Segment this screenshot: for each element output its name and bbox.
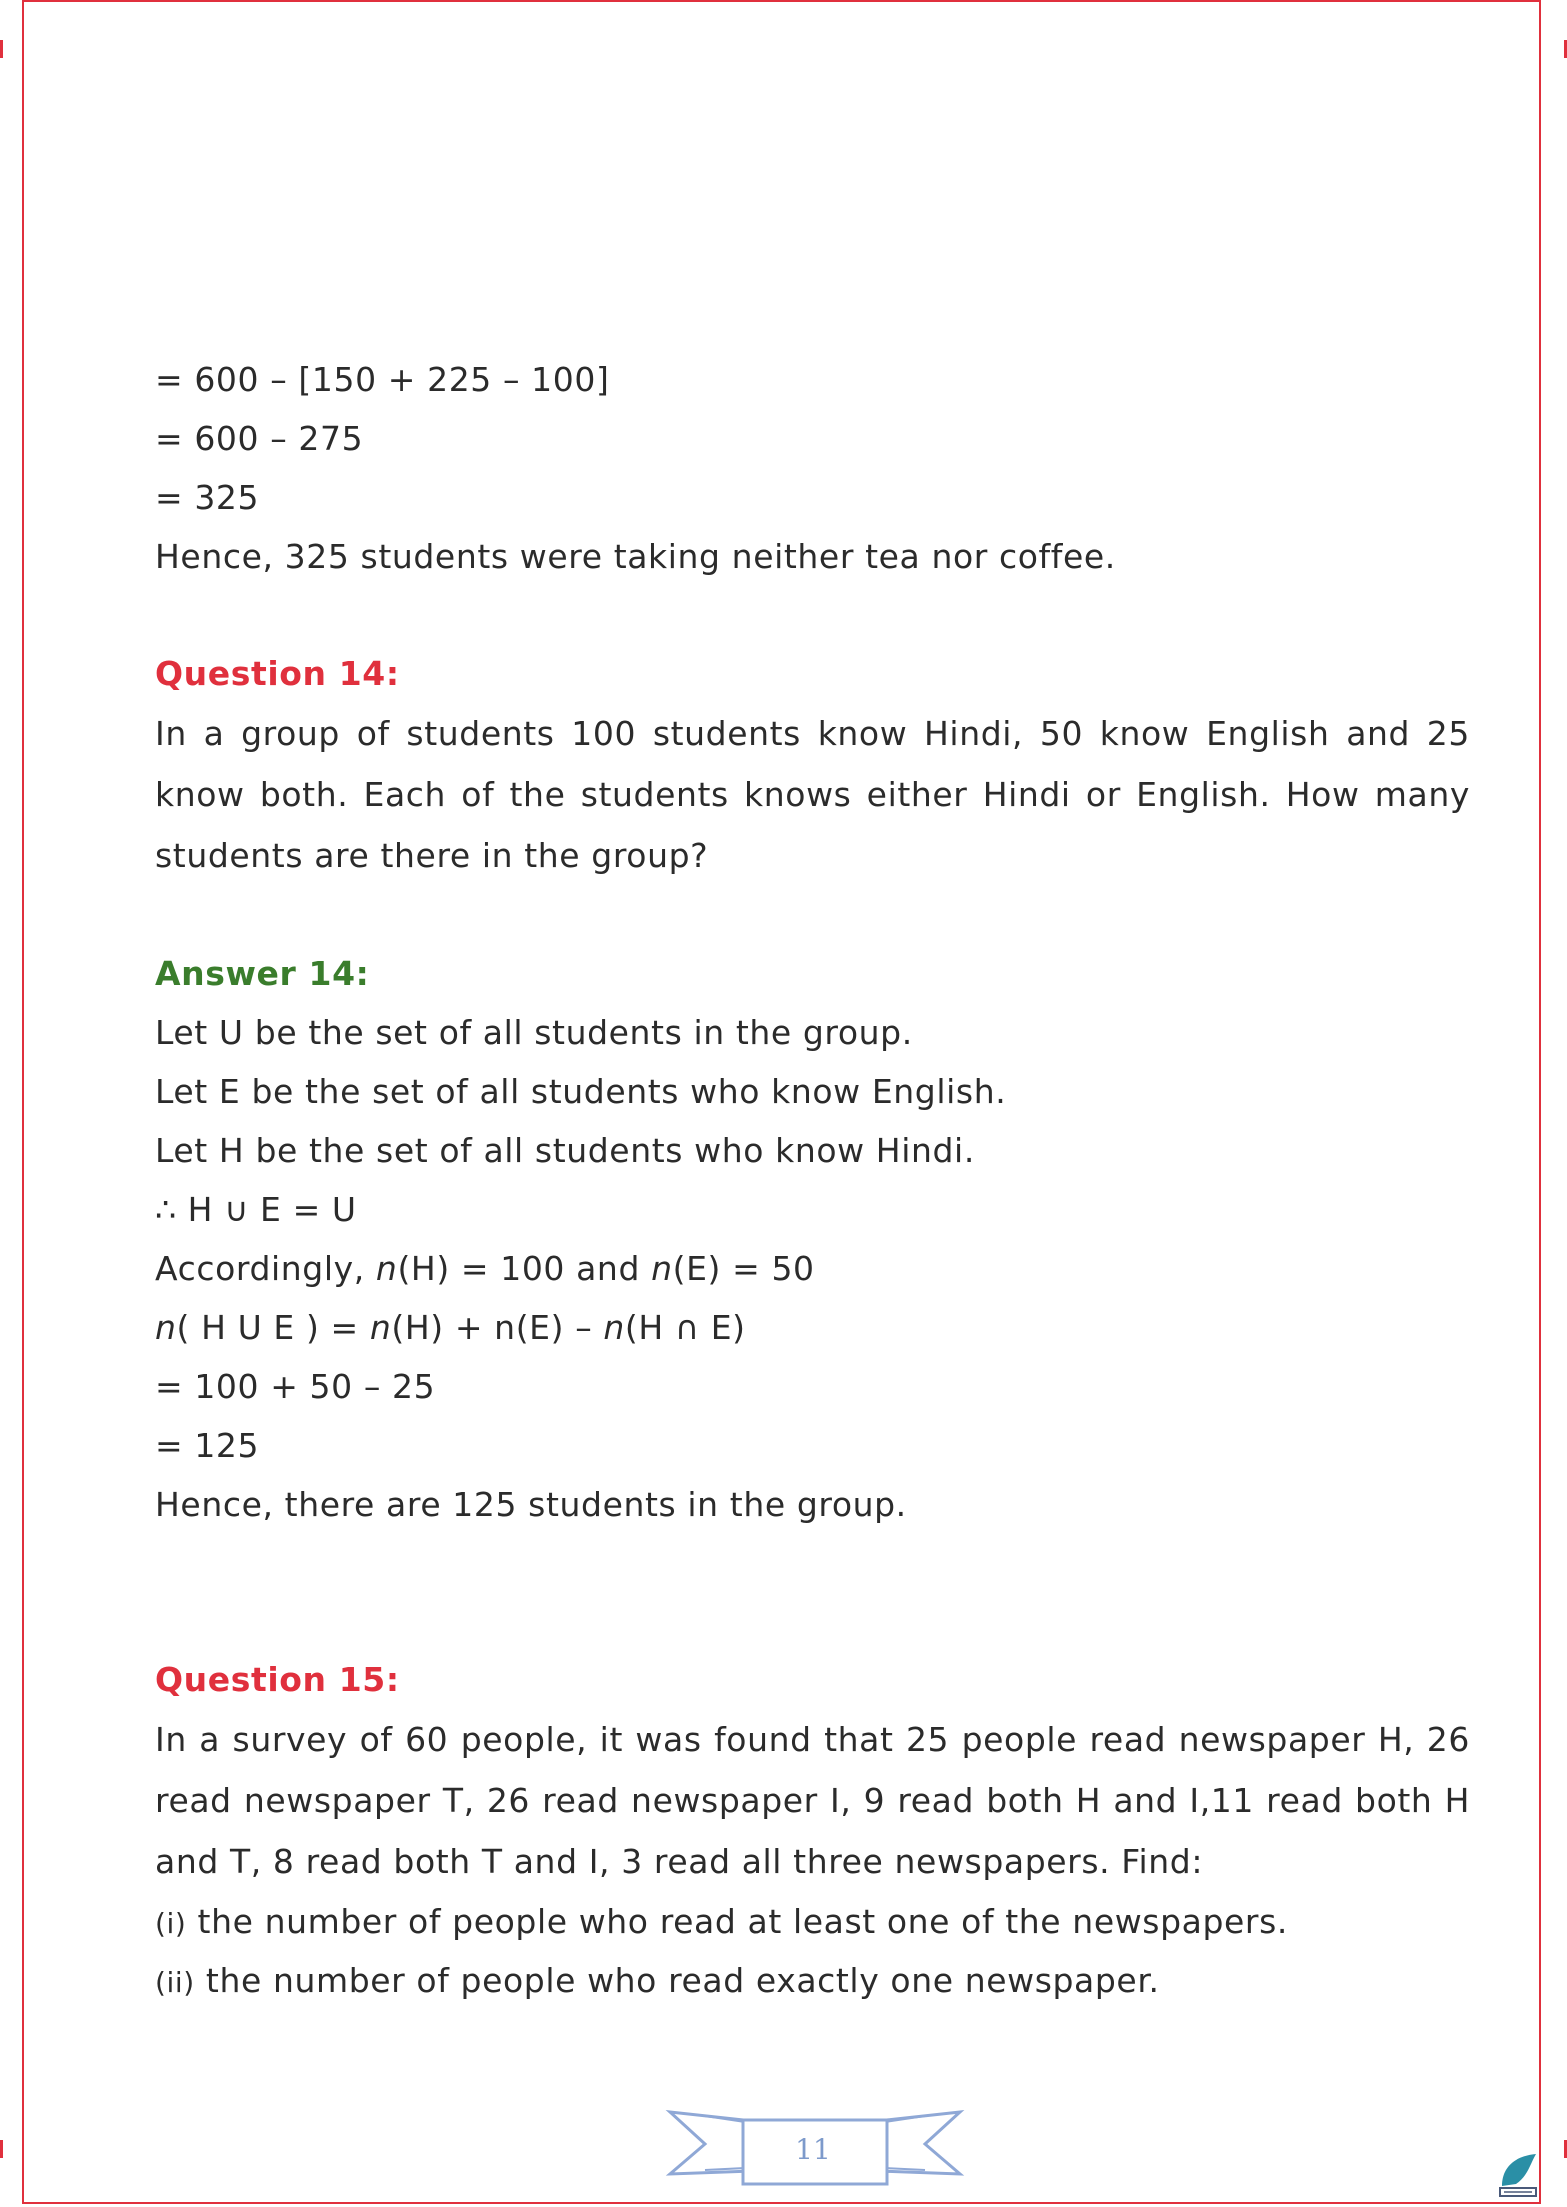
question-15-text: In a survey of 60 people, it was found that 25 people read newspaper H, 26 read newspaper T, 26 read newspaper I, 9 read both H and I,11 read both H and T, 8 read both T and I, 3 read all three newspapers. Find:: [155, 1720, 1470, 1881]
crop-mark: [0, 40, 3, 58]
answer-line: Let U be the set of all students in the group.: [155, 1013, 913, 1052]
question-15-heading: Question 15:: [155, 1660, 400, 1699]
part-text: the number of people who read exactly one newspaper.: [205, 1961, 1160, 2000]
solution-13-end: [155, 350, 1470, 586]
answer-conclusion: Hence, there are 125 students in the group.: [155, 1485, 907, 1524]
n-symbol: n: [603, 1308, 625, 1347]
n-symbol: n: [369, 1308, 392, 1347]
answer-line: Let H be the set of all students who know Hindi.: [155, 1131, 975, 1170]
answer-line: ∴ H ∪ E = U: [155, 1190, 357, 1229]
part-text: the number of people who read at least one of the newspapers.: [197, 1902, 1288, 1941]
question-14-text: In a group of students 100 students know Hindi, 50 know English and 25 know both. Each of the students knows either Hindi or English. How many students are there in the group?: [155, 714, 1470, 875]
page-number: 11: [795, 2133, 831, 2166]
text-span: (H) + n(E) –: [391, 1308, 604, 1347]
text-span: (E) = 50: [672, 1249, 815, 1288]
answer-14-heading: Answer 14:: [155, 954, 370, 993]
part-label: (i): [155, 1907, 187, 1940]
answer-line: = 125: [155, 1426, 260, 1465]
n-symbol: n: [155, 1308, 177, 1347]
n-symbol: n: [651, 1249, 673, 1288]
answer-line: [155, 1239, 1470, 1298]
answer-formula: [155, 1298, 1470, 1357]
answer-line: Let E be the set of all students who know English.: [155, 1072, 1007, 1111]
solution-line: = 600 – [150 + 225 – 100]: [155, 360, 610, 399]
answer-14: [155, 944, 1470, 1534]
answer-line: = 100 + 50 – 25: [155, 1367, 436, 1406]
solution-conclusion: Hence, 325 students were taking neither tea nor coffee.: [155, 537, 1116, 576]
crop-mark: [0, 2140, 3, 2158]
text-span: (H) = 100 and: [397, 1249, 652, 1288]
question-15-part-i: [155, 1892, 1470, 1951]
logo-icon: [1496, 2150, 1540, 2198]
part-label: (ii): [155, 1966, 195, 1999]
question-14-heading: Question 14:: [155, 654, 400, 693]
question-14: [155, 644, 1470, 886]
question-15-part-ii: [155, 1951, 1470, 2010]
text-span: (H ∩ E): [624, 1308, 746, 1347]
n-symbol: n: [375, 1249, 398, 1288]
solution-line: = 325: [155, 478, 260, 517]
question-15: [155, 1650, 1470, 2010]
text-span: Accordingly,: [155, 1249, 376, 1288]
page-content: [155, 350, 1470, 2010]
solution-line: = 600 – 275: [155, 419, 364, 458]
text-span: ( H U E ) =: [176, 1308, 370, 1347]
